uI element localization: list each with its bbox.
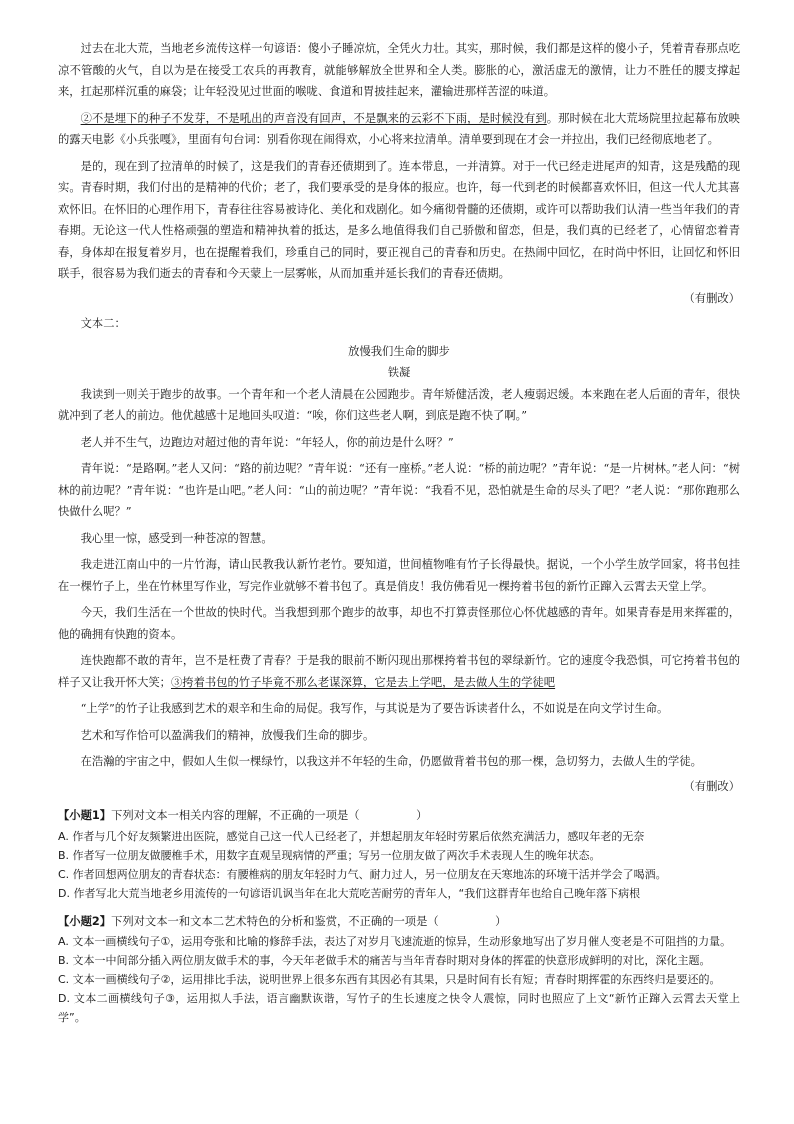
text2-paragraph-1: 我读到一则关于跑步的故事。一个青年和一个老人清晨在公园跑步。青年矫健活泼，老人瘦弱迟缓。本来跑在老人后面的青年，很快就冲到了老人的前边。他优越感十足地回头叹道：“唉，你们这些老人啊，到底是跑不快了啊。” (58, 387, 740, 422)
text2-edit-note: （有删改） (683, 779, 740, 793)
text2-paragraph-2: 老人并不生气，边跑边对超过他的青年说：“年轻人，你的前边是什么呀？” (80, 435, 454, 449)
text2-paragraph-7 (58, 650, 740, 693)
question-2-option-a: A. 文本一画横线句子①，运用夸张和比喻的修辞手法，表达了对岁月飞速流逝的惊异，生动形象地写出了岁月催人变老是不可阻挡的力量。 (58, 935, 732, 948)
text1-paragraph-2 (58, 108, 740, 151)
underlined-sentence-3: ③挎着书包的竹子毕竟不那么老谋深算，它是去上学吧，是去做人生的学徒吧 (170, 675, 556, 689)
question-1-option-b: B. 作者写一位朋友做腰椎手术，用数字直观呈现病情的严重；写另一位朋友做了两次手术表现人生的晚年状态。 (58, 848, 601, 862)
exam-page (58, 38, 740, 1027)
text2-label: 文本二： (80, 317, 126, 330)
question-2-stem (58, 911, 740, 933)
question-1-option-c: C. 作者回想两位朋友的青春状态：有腰椎病的朋友年轻时力气、耐力过人，另一位朋友在天寒地冻的环境干活并学会了喝酒。 (58, 867, 667, 881)
text1-paragraph-1: 过去在北大荒，当地老乡流传这样一句谚语：傻小子睡凉炕，全凭火力壮。其实，那时候，我们都是这样的傻小子，凭着青春那点吃凉不管酸的火气，自以为是在接受工农兵的再教育，就能够解放全世界和全人类。膨胀的心，激活虚无的激情，让力不胜任的腰支撑起来，扛起那样沉重的麻袋；让年轻没见过世面的喉咙、食道和胃披挂起来，灌输进那样苦涩的味道。 (58, 42, 740, 98)
question-1-stem (58, 805, 740, 827)
text2-paragraph-3: 青年说：“是路啊。”老人又问：“路的前边呢？”青年说：“还有一座桥。”老人说：“桥的前边呢？”青年说：“是一片树林。”老人问：“树林的前边呢？”青年说：“也许是山吧。”老人问：“山的前边呢？”青年说：“我看不见，恐怕就是生命的尽头了吧？”老人说：“那你跑那么快做什么呢？” (58, 462, 740, 518)
underlined-sentence-2: ②不是埋下的种子不发芽，不是吼出的声音没有回声，不是飘来的云彩不下雨，是时候没有到 (80, 111, 547, 125)
text1-paragraph-3: 是的，现在到了拉清单的时候了，这是我们的青春还债期到了。连本带息，一并清算。对于一代已经走进尾声的知青，这是残酷的现实。青春时期，我们付出的是精神的代价；老了，我们要承受的是身体的报应。也许，每一代到老的时候都喜欢怀旧，但这一代人尤其喜欢怀旧。在怀旧的心理作用下，青春往往容易被诗化、美化和戏剧化。如今痛彻骨髓的还债期，或许可以帮助我们认清一些当年我们的青春期。无论这一代人性格顽强的塑造和精神执着的抵达，是多么地值得我们自己骄傲和留恋，但是，我们真的已经老了，心情留恋着青春，身体却在报复着岁月，也在提醒着我们，珍重自己的同时，要正视自己的青春和历史。在热闹中回忆，在时尚中怀旧，让回忆和怀旧联手，很容易为我们逝去的青春和今天蒙上一层雾帐，从而加重并延长我们的青春还债期。 (58, 159, 740, 280)
text2-paragraph-4: 我心里一惊，感受到一种苍凉的智慧。 (80, 531, 273, 545)
text2-paragraph-8: “上学”的竹子让我感到艺术的艰辛和生命的局促。我写作，与其说是为了要告诉读者什么，不如说是在向文学讨生命。 (80, 702, 669, 715)
text2-title: 放慢我们生命的脚步 (348, 344, 450, 358)
question-1-option-d: D. 作者写北大荒当地老乡用流传的一句谚语讥讽当年在北大荒吃苦耐劳的青年人，“我们这群青年也给自己晚年落下病根 (58, 886, 641, 900)
text2-paragraph-10: 在浩瀚的宇宙之中，假如人生似一棵绿竹，以我这并不年轻的生命，仍愿做背着书包的那一棵，急切努力，去做人生的学徒。 (80, 755, 702, 768)
text2-paragraph-5: 我走进江南山中的一片竹海，请山民教我认新竹老竹。要知道，世间植物唯有竹子长得最快。据说，一个小学生放学回家，将书包挂在一棵竹子上，坐在竹林里写作业，写完作业就够不着书包了。真是俏皮！我仿佛看见一棵挎着书包的新竹正蹿入云霄去天堂上学。 (58, 558, 740, 593)
question-2-option-c: C. 文本一画横线句子②，运用排比手法，说明世界上很多东西有其因必有其果，只是时间有长有短；青春时期挥霍的东西终归是要还的。 (58, 973, 721, 986)
question-2-option-b: B. 文本一中间部分插入两位朋友做手术的事，今天年老做手术的痛苦与当年青春时期对身体的挥霍的快意形成鲜明的对比，深化主题。 (58, 954, 711, 967)
question-2-number: 【小题2】 (58, 914, 112, 928)
text2-paragraph-6: 今天，我们生活在一个世故的快时代。当我想到那个跑步的故事，却也不打算责怪那位心怀优越感的青年。如果青春是用来挥霍的，他的确拥有快跑的资本。 (58, 606, 740, 641)
text2-author: 铁凝 (387, 366, 411, 379)
text1-edit-note: （有删改） (683, 291, 740, 305)
question-2-text: 下列对文本一和文本二艺术特色的分析和鉴赏，不正确的一项是（ ） (111, 914, 507, 928)
question-2-option-d: D. 文本二画横线句子③，运用拟人手法，语言幽默诙谐，写竹子的生长速度之快令人震惊，同时也照应了上文“新竹正蹿入云霄去天堂上学”。 (58, 992, 740, 1024)
text2-paragraph-7-plain: 连快跑都不敢的青年，岂不是枉费了青春？于是我的眼前不断闪现出那棵挎着书包的翠绿新竹。它的速度令我恐惧，可它挎着书包的样子又让我开怀大笑； (58, 654, 740, 689)
text2-paragraph-9: 艺术和写作恰可以盈满我们的精神，放慢我们生命的脚步。 (80, 728, 375, 742)
question-1-number: 【小题1】 (58, 809, 112, 822)
question-1-text: 下列对文本一相关内容的理解，不正确的一项是（ ） (111, 809, 428, 822)
question-1-option-a: A. 作者与几个好友频繁进出医院，感觉自己这一代人已经老了，并想起朋友年轻时劳累后依然充满活力，感叹年老的无奈 (58, 829, 645, 843)
text1-paragraph-2-rest: 。那时候在北大荒场院里拉起幕布放映的露天电影《小兵张嘎》，里面有句台词：别看你现在闹得欢，小心将来拉清单。清单要到现在才会一并拉出，我们已经彻底地老了。 (58, 111, 740, 146)
